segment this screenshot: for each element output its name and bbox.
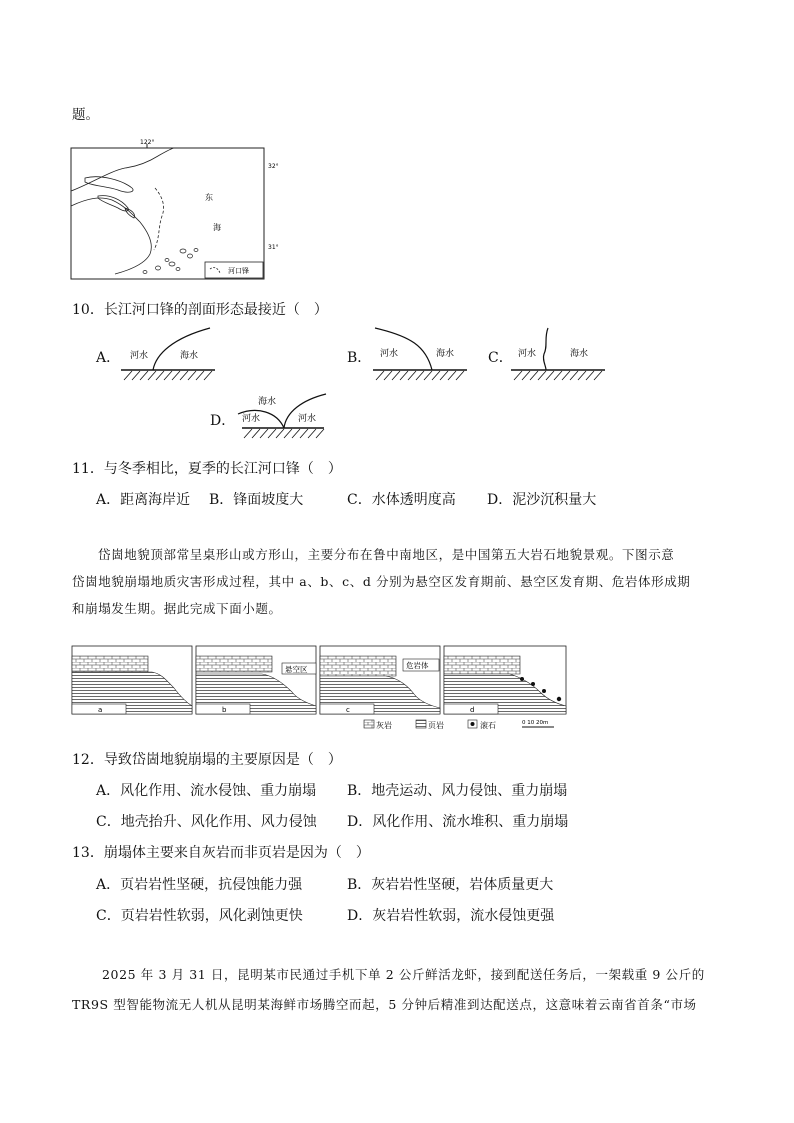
q10-option-d-letter: D．	[210, 413, 236, 429]
collapse-process-figure	[70, 644, 570, 734]
panel-d-label: d	[470, 706, 475, 714]
q11-option-b: B．锋面坡度大	[209, 492, 304, 508]
q10-b-sea-label: 海水	[436, 349, 455, 359]
passage-drone-line-1: 2025 年 3 月 31 日，昆明某市民通过手机下单 2 公斤鲜活龙虾，接到配送任务后，一架载重 9 公斤的	[102, 967, 705, 982]
q10-a-sea-label: 海水	[180, 351, 199, 361]
legend-shale: 页岩	[428, 721, 444, 730]
panel-a-label: a	[98, 706, 103, 714]
passage-drone-line-2: TR9S 型智能物流无人机从昆明某海鲜市场腾空而起，5 分钟后精准到达配送点，这意味着云南省首条“市场	[72, 997, 697, 1012]
legend-limestone: 灰岩	[376, 721, 392, 730]
panel-c	[320, 646, 440, 714]
yangtze-estuary-map	[70, 136, 285, 286]
map-label-dong: 东	[205, 193, 213, 202]
question-10-stem: 10．长江河口锋的剖面形态最接近（ ）	[72, 302, 328, 318]
q10-d-river-label-right: 河水	[298, 414, 317, 424]
q10-d-sea-label: 海水	[258, 397, 277, 407]
q10-option-c-diagram	[508, 324, 608, 384]
panel-b-hollow-label: 悬空区	[285, 665, 308, 674]
passage-drone	[72, 961, 722, 1018]
map-label-hai: 海	[213, 223, 221, 232]
map-lat-bottom: 31°	[268, 244, 279, 251]
q11-option-c: C．水体透明度高	[347, 492, 456, 508]
boulder-swatch	[471, 722, 475, 726]
panel-c-danger-label: 危岩体	[406, 661, 429, 670]
shale-swatch	[416, 720, 426, 728]
q12-option-a: A．风化作用、流水侵蚀、重力崩塌	[96, 783, 317, 799]
q10-option-d-diagram	[232, 384, 332, 442]
q12-option-b: B．地壳运动、风力侵蚀、重力崩塌	[347, 783, 568, 799]
q10-c-sea-label: 海水	[570, 349, 589, 359]
q13-option-c: C．页岩岩性软弱，风化剥蚀更快	[96, 908, 303, 924]
q10-a-river-label: 河水	[130, 351, 149, 361]
question-13-stem: 13．崩塌体主要来自灰岩而非页岩是因为（ ）	[72, 845, 370, 861]
q10-b-river-label: 河水	[380, 349, 399, 359]
scale-bar-label: 0 10 20m	[522, 720, 549, 726]
map-lon-label: 122°	[140, 139, 155, 146]
q10-d-river-label-left: 河水	[242, 414, 261, 424]
panel-b-label: b	[222, 706, 227, 714]
panel-c-label: c	[346, 706, 350, 714]
passage-daigu-line-1: 岱崮地貌顶部常呈桌形山或方形山，主要分布在鲁中南地区，是中国第五大岩石地貌景观。下图示意	[98, 547, 675, 562]
q10-c-river-label: 河水	[518, 349, 537, 359]
passage-daigu-line-3: 和崩塌发生期。据此完成下面小题。	[72, 601, 282, 616]
map-lat-top: 32°	[268, 163, 279, 170]
panel-a	[72, 646, 192, 714]
q13-option-d: D．灰岩岩性软弱，流水侵蚀更强	[347, 908, 555, 924]
limestone-swatch	[364, 720, 374, 728]
q10-option-a-letter: A．	[96, 350, 121, 366]
q10-option-b-letter: B．	[347, 350, 372, 366]
question-12-stem: 12．导致岱崮地貌崩塌的主要原因是（ ）	[72, 752, 342, 768]
q10-option-c-letter: C．	[488, 350, 513, 366]
passage-daigu	[72, 541, 722, 622]
map-legend-label: 河口锋	[228, 267, 249, 275]
panel-b	[196, 646, 316, 714]
legend-boulder: 滚石	[480, 721, 496, 730]
q12-option-d: D．风化作用、流水堆积、重力崩塌	[347, 814, 569, 830]
q11-option-d: D．泥沙沉积量大	[487, 492, 597, 508]
q10-option-a-diagram	[118, 324, 218, 384]
q13-option-b: B．灰岩岩性坚硬，岩体质量更大	[347, 877, 554, 893]
passage-daigu-line-2: 岱崮地貌崩塌地质灾害形成过程，其中 a、b、c、d 分别为悬空区发育期前、悬空区发育期、危岩体形成期	[72, 574, 691, 589]
question-11-stem: 11．与冬季相比，夏季的长江河口锋（ ）	[72, 461, 342, 477]
q11-option-a: A．距离海岸近	[96, 492, 191, 508]
figure2-legend	[364, 720, 554, 730]
q13-option-a: A．页岩岩性坚硬，抗侵蚀能力强	[96, 877, 303, 893]
q12-option-c: C．地壳抬升、风化作用、风力侵蚀	[96, 814, 317, 830]
q10-option-b-diagram	[370, 324, 470, 384]
panel-d	[444, 646, 566, 714]
previous-page-fragment: 题。	[72, 107, 99, 123]
